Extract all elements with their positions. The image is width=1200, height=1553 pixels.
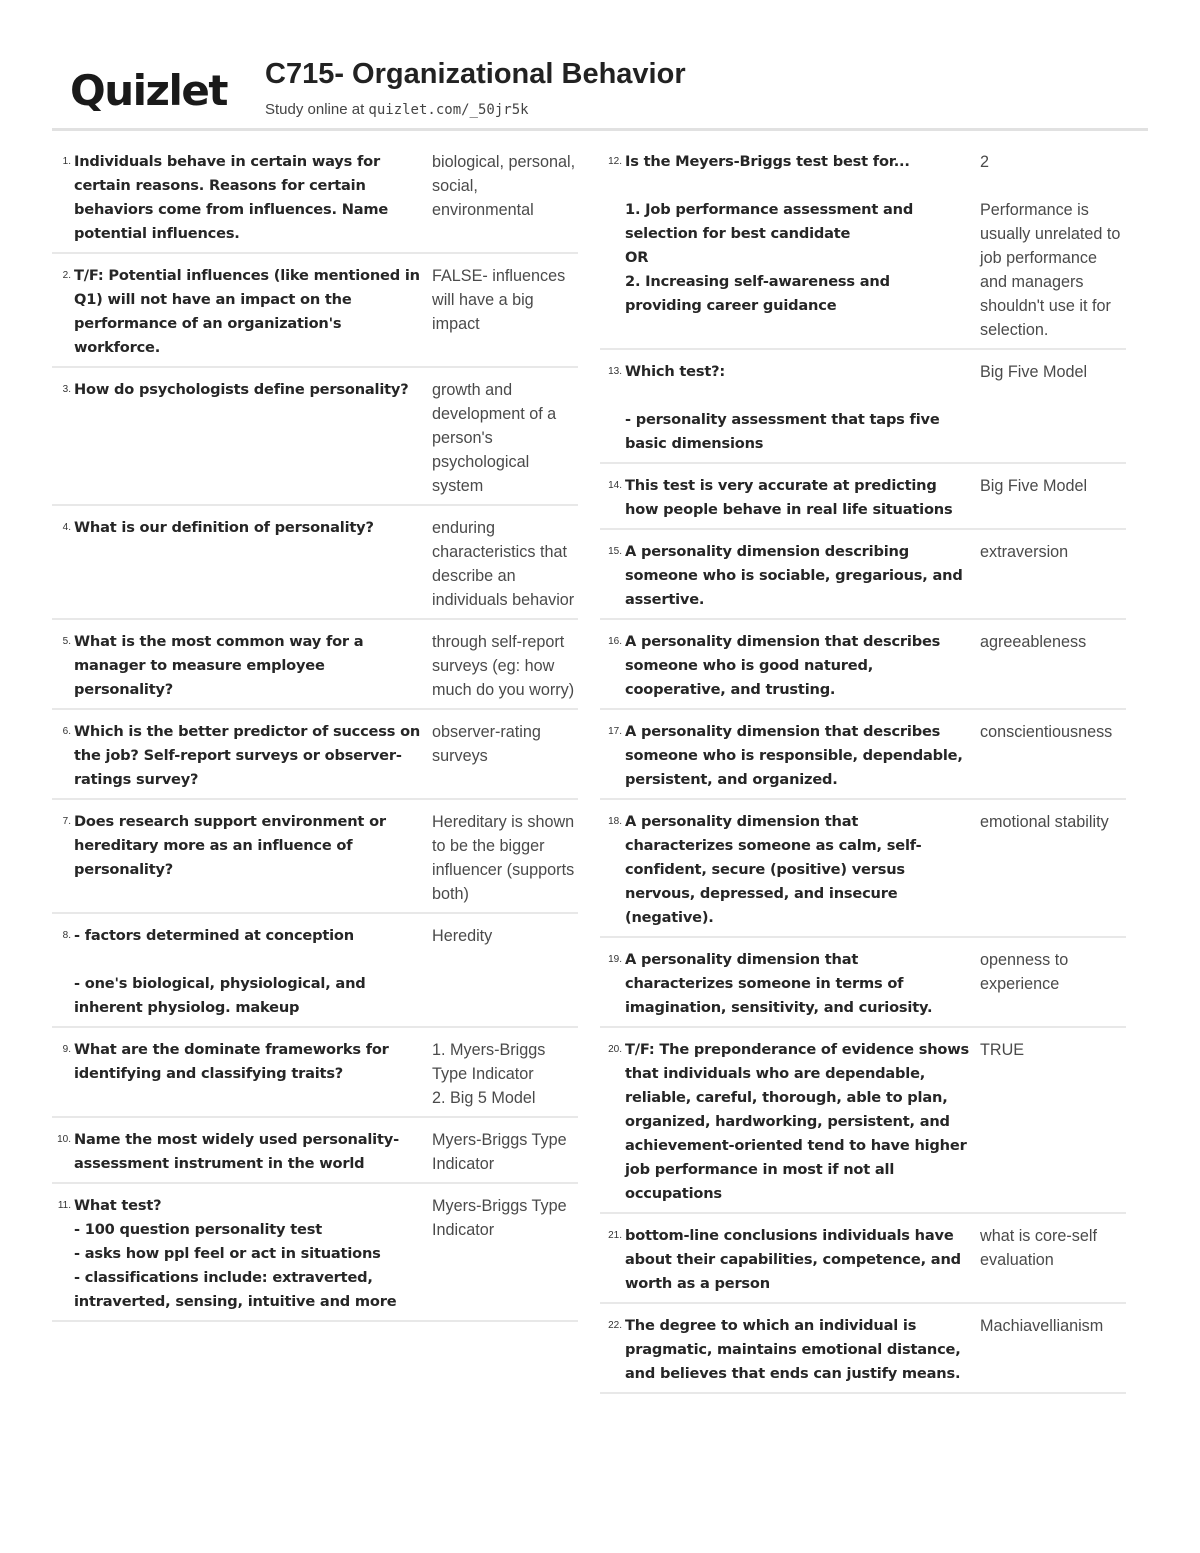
- card-definition: 1. Myers-Briggs Type Indicator 2. Big 5 Model: [432, 1041, 546, 1107]
- flashcard: [52, 148, 578, 254]
- card-term: How do psychologists define personality?: [74, 381, 409, 398]
- card-number: 1.: [62, 156, 71, 167]
- card-number: 3.: [62, 384, 71, 395]
- flashcard: [52, 628, 578, 710]
- card-number: 9.: [62, 1044, 71, 1055]
- card-number: 22.: [608, 1320, 622, 1331]
- card-term: What is our definition of personality?: [74, 519, 374, 536]
- card-number: 11.: [57, 1200, 71, 1211]
- card-definition: 2 Performance is usually unrelated to job performance and managers shouldn't use it for selection.: [980, 153, 1121, 339]
- card-definition: observer-rating surveys: [432, 723, 541, 765]
- card-term: What are the dominate frameworks for identifying and classifying traits?: [74, 1041, 389, 1082]
- flashcard: [600, 628, 1126, 710]
- flashcard: [52, 808, 578, 914]
- card-term: Is the Meyers-Briggs test best for... 1. Job performance assessment and selection for best candidate OR 2. Increasing self-awareness and providing career guidance: [625, 153, 914, 314]
- flashcard: [600, 358, 1126, 464]
- card-number: 17.: [608, 726, 622, 737]
- card-term: Individuals behave in certain ways for certain reasons. Reasons for certain behaviors come from influences. Name potential influences.: [74, 153, 389, 242]
- flashcard: [600, 808, 1126, 938]
- flashcard: [600, 538, 1126, 620]
- card-term: Name the most widely used personality-assessment instrument in the world: [74, 1131, 399, 1172]
- card-definition: agreeableness: [980, 633, 1087, 651]
- card-number: 5.: [62, 636, 71, 647]
- flashcard: [52, 1126, 578, 1184]
- flashcard-column-left: [52, 148, 578, 1330]
- card-number: 7.: [62, 816, 71, 827]
- card-term: T/F: The preponderance of evidence shows that individuals who are dependable, reliable, careful, thorough, able to plan, organized, hardworking, persistent, and achievement-oriented tend to have higher job performance in most if not all occupations: [625, 1041, 970, 1202]
- card-number: 6.: [62, 726, 71, 737]
- flashcard: [600, 718, 1126, 800]
- card-term: A personality dimension describing someone who is sociable, gregarious, and assertive.: [625, 543, 963, 608]
- card-definition: what is core-self evaluation: [980, 1227, 1097, 1269]
- flashcard: [52, 262, 578, 368]
- card-number: 13.: [608, 366, 622, 377]
- card-definition: FALSE- influences will have a big impact: [432, 267, 566, 333]
- card-definition: Machiavellianism: [980, 1317, 1104, 1335]
- flashcard: [52, 514, 578, 620]
- flashcard: [52, 1036, 578, 1118]
- card-term: bottom-line conclusions individuals have about their capabilities, competence, and worth as a person: [625, 1227, 961, 1292]
- card-number: 14.: [608, 480, 622, 491]
- card-definition: conscientiousness: [980, 723, 1113, 741]
- card-term: A personality dimension that characterizes someone in terms of imagination, sensitivity, and curiosity.: [625, 951, 933, 1016]
- card-definition: extraversion: [980, 543, 1069, 561]
- card-term: A personality dimension that describes someone who is responsible, dependable, persistent, and organized.: [625, 723, 963, 788]
- card-term: - factors determined at conception - one's biological, physiological, and inherent physiolog. makeup: [74, 927, 366, 1016]
- card-number: 20.: [608, 1044, 622, 1055]
- flashcard: [52, 376, 578, 506]
- card-definition: enduring characteristics that describe an individuals behavior: [432, 519, 575, 609]
- card-definition: openness to experience: [980, 951, 1069, 993]
- card-term: Which test?: - personality assessment that taps five basic dimensions: [625, 363, 940, 452]
- flashcard: [52, 718, 578, 800]
- card-definition: Big Five Model: [980, 363, 1088, 381]
- card-term: A personality dimension that characterizes someone as calm, self-confident, secure (positive) versus nervous, depressed, and insecure (negative).: [625, 813, 922, 926]
- card-definition: Big Five Model: [980, 477, 1088, 495]
- card-term: T/F: Potential influences (like mentioned in Q1) will not have an impact on the performance of an organization's workforce.: [74, 267, 420, 356]
- quizlet-logo[interactable]: Quizlet: [70, 66, 227, 115]
- card-term: A personality dimension that describes someone who is good natured, cooperative, and trusting.: [625, 633, 941, 698]
- card-number: 8.: [62, 930, 71, 941]
- card-definition: Myers-Briggs Type Indicator: [432, 1197, 567, 1239]
- card-number: 16.: [608, 636, 622, 647]
- flashcard: [52, 922, 578, 1028]
- study-url-link[interactable]: quizlet.com/_50jr5k: [368, 102, 529, 118]
- card-definition: through self-report surveys (eg: how much do you worry): [432, 633, 575, 699]
- flashcard-column-right: [600, 148, 1126, 1402]
- card-definition: Myers-Briggs Type Indicator: [432, 1131, 567, 1173]
- page-header: [52, 56, 1148, 130]
- flashcard: [600, 1222, 1126, 1304]
- card-number: 4.: [62, 522, 71, 533]
- header-divider: [52, 128, 1148, 131]
- card-term: This test is very accurate at predicting how people behave in real life situations: [625, 477, 953, 518]
- card-definition: emotional stability: [980, 813, 1109, 831]
- card-number: 15.: [608, 546, 622, 557]
- card-definition: Heredity: [432, 927, 493, 945]
- card-term: Does research support environment or hereditary more as an influence of personality?: [74, 813, 386, 878]
- card-number: 19.: [608, 954, 622, 965]
- card-definition: Hereditary is shown to be the bigger influencer (supports both): [432, 813, 575, 903]
- card-term: What test? - 100 question personality test - asks how ppl feel or act in situations - classifications include: extraverted, intraverted, sensing, intuitive and more: [74, 1197, 397, 1310]
- card-number: 21.: [608, 1230, 622, 1241]
- card-term: Which is the better predictor of success on the job? Self-report surveys or observer-ratings survey?: [74, 723, 421, 788]
- card-definition: growth and development of a person's psychological system: [432, 381, 557, 495]
- flashcard: [600, 1312, 1126, 1394]
- card-definition: biological, personal, social, environmental: [432, 153, 576, 219]
- card-number: 2.: [62, 270, 71, 281]
- card-definition: TRUE: [980, 1041, 1025, 1059]
- subtitle-prefix: Study online at: [265, 101, 369, 118]
- flashcard: [52, 1192, 578, 1322]
- page-title: C715- Organizational Behavior: [265, 58, 686, 90]
- page-subtitle: [265, 101, 529, 118]
- flashcard: [600, 1036, 1126, 1214]
- card-term: The degree to which an individual is pragmatic, maintains emotional distance, and believes that ends can justify means.: [625, 1317, 961, 1382]
- card-number: 12.: [608, 156, 622, 167]
- flashcard: [600, 472, 1126, 530]
- card-term: What is the most common way for a manager to measure employee personality?: [74, 633, 364, 698]
- flashcard: [600, 148, 1126, 350]
- card-number: 10.: [57, 1134, 71, 1145]
- flashcard: [600, 946, 1126, 1028]
- card-number: 18.: [608, 816, 622, 827]
